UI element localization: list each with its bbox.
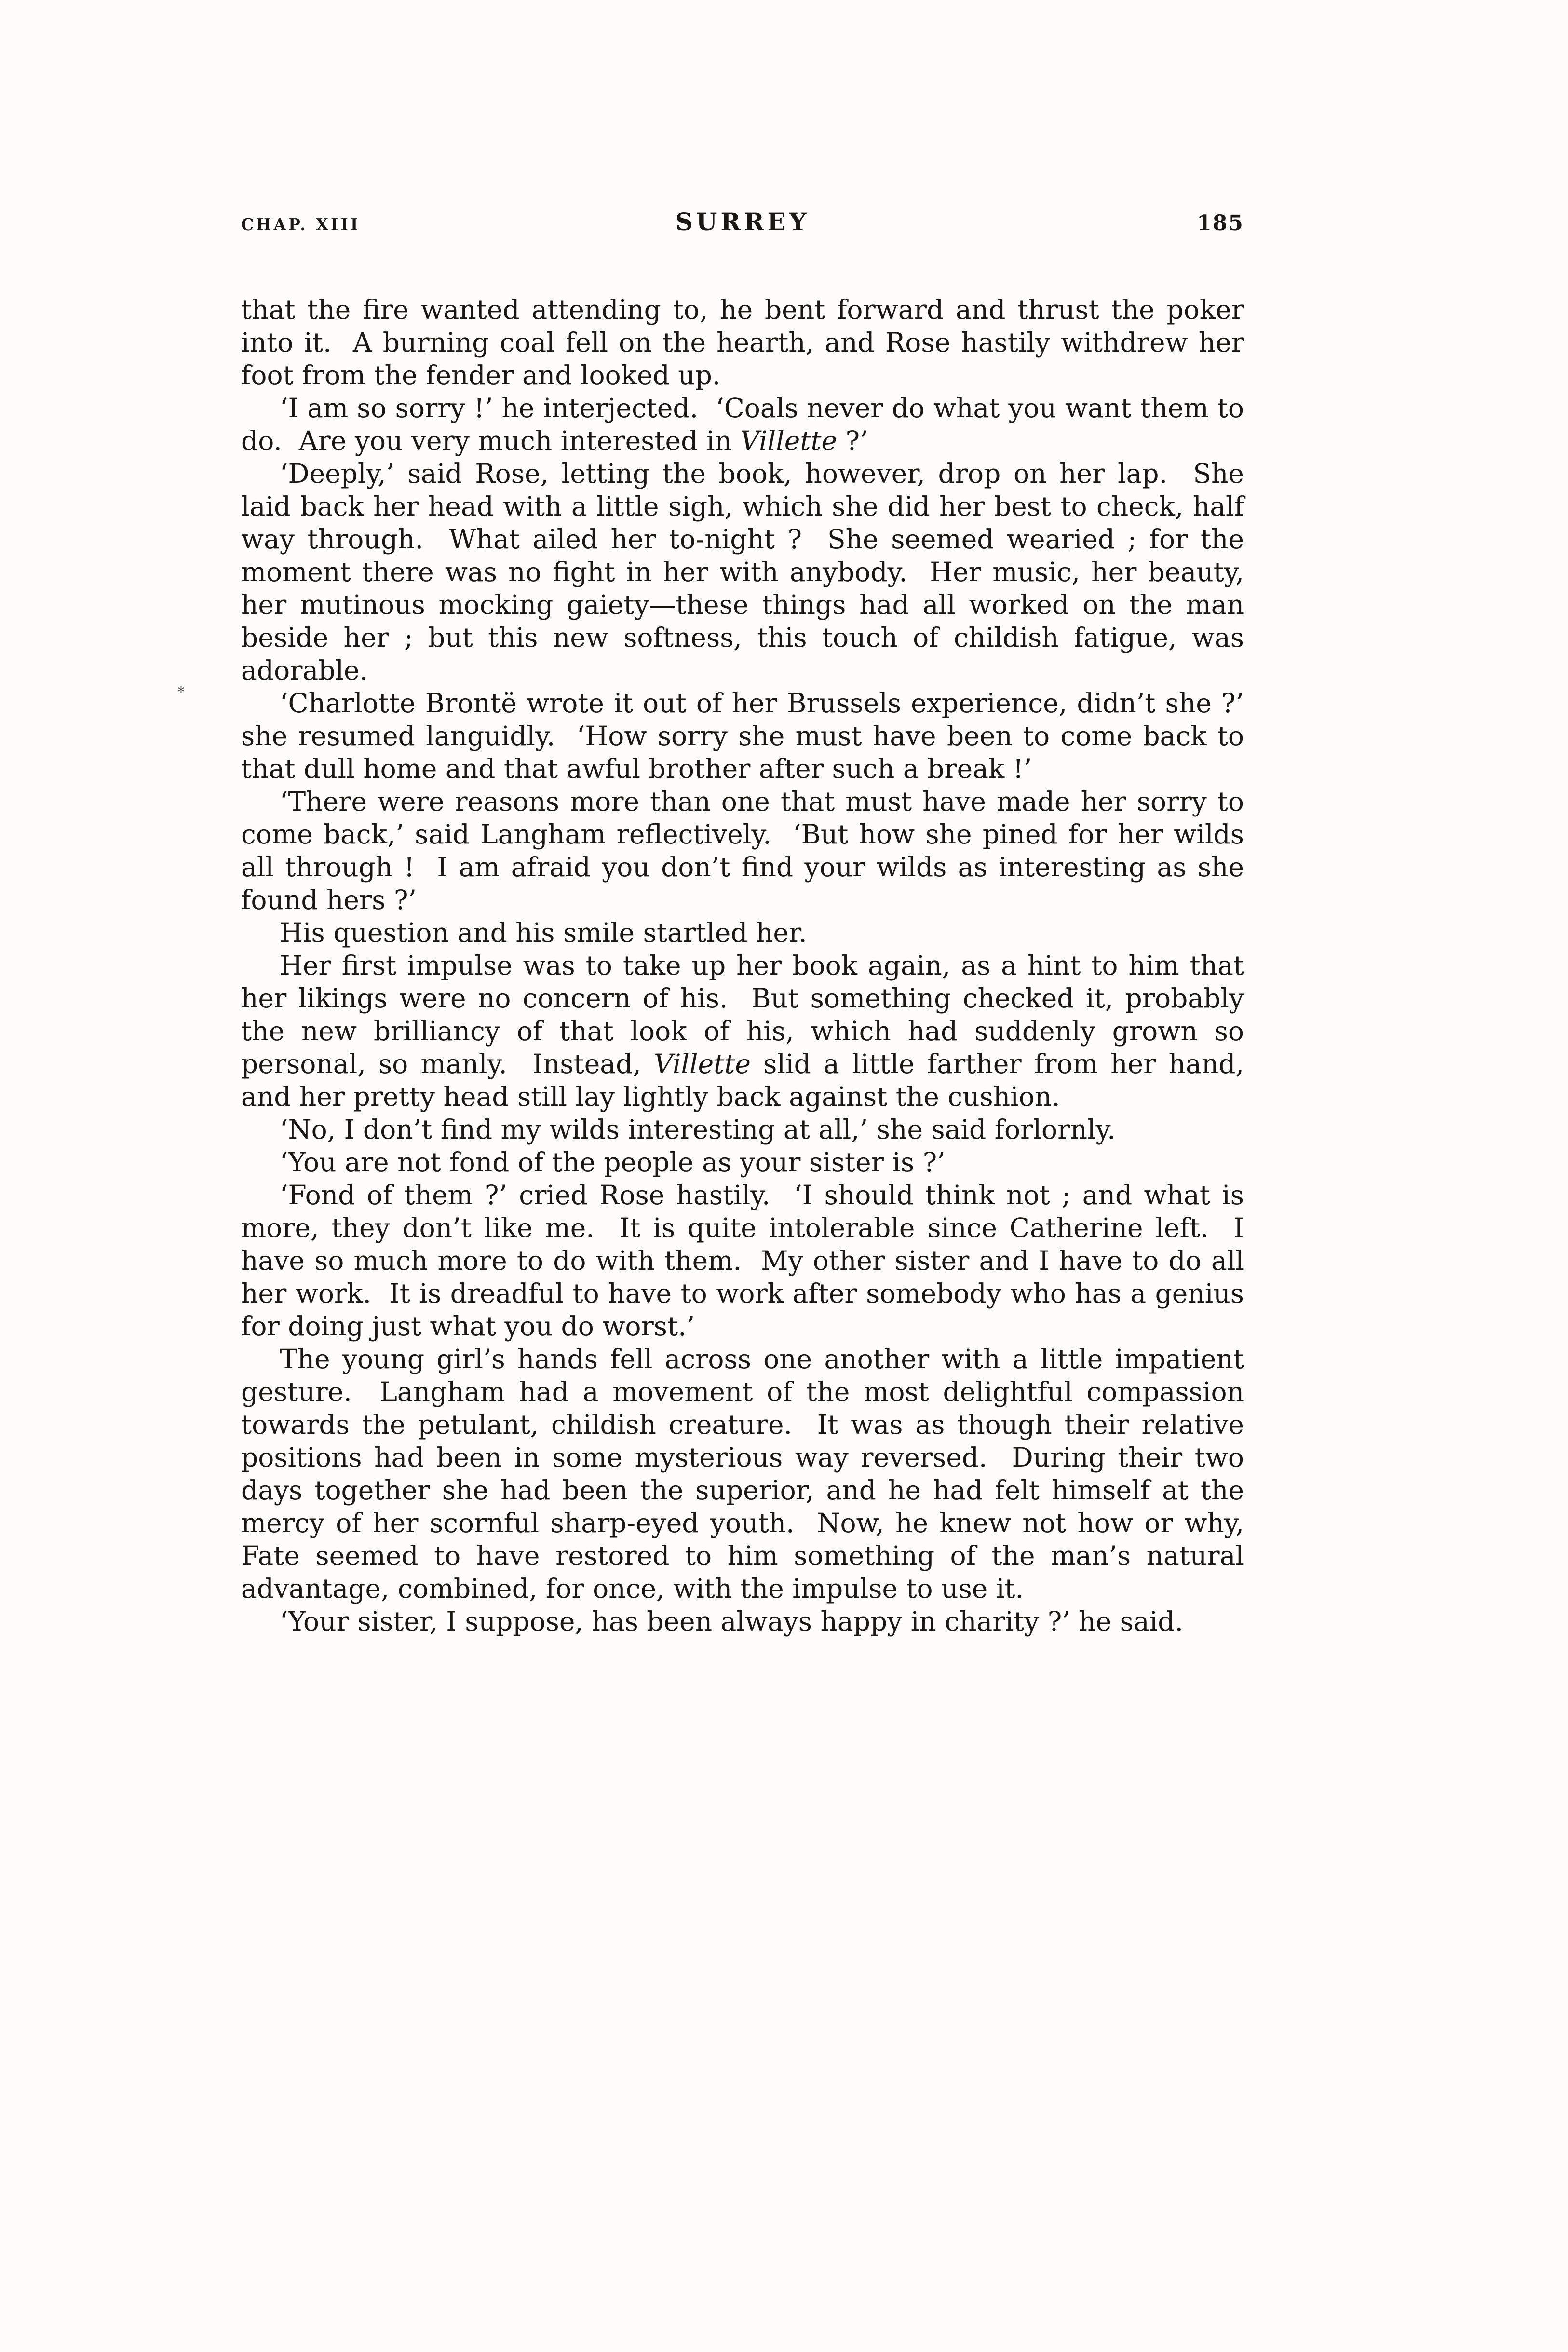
paragraph — [241, 1605, 1244, 1638]
text-run: His question and his smile startled her. — [280, 917, 807, 948]
paragraph — [241, 392, 1244, 457]
text-run: ‘I am so sorry !’ he interjected. ‘Coals never do what you want them to do. Are you very much interested in — [241, 393, 1244, 456]
text-run: ?’ — [837, 425, 868, 456]
text-run: that the fire wanted attending to, he bent forward and thrust the poker into it. A burning coal fell on the hearth, and Rose hastily withdrew her foot from the fender and looked up. — [241, 294, 1244, 391]
page-number: 185 — [1197, 211, 1244, 235]
paragraph — [241, 457, 1244, 687]
text-run: ‘There were reasons more than one that must have made her sorry to come back,’ said Langham reflectively. ‘But how she pined for her wilds all through ! I am afraid you don’t find your wilds as interesting as she found hers ?’ — [241, 786, 1244, 915]
chapter-label: CHAP. XIII — [241, 215, 361, 234]
paragraph — [241, 1113, 1244, 1146]
running-title: SURREY — [675, 207, 810, 236]
paragraph — [241, 916, 1244, 949]
page-body — [241, 293, 1244, 1638]
paragraph — [241, 1146, 1244, 1179]
text-run: ‘Fond of them ?’ cried Rose hastily. ‘I should think not ; and what is more, they don’t like me. It is quite intolerable since Catherine left. I have so much more to do with them. My other sister and I have to do all her work. It is dreadful to have to work after somebody who has a genius for doing just what you do worst.’ — [241, 1180, 1244, 1342]
text-run: Her first impulse was to take up her book again, as a hint to him that her likings were no concern of his. But something checked it, probably the new brilliancy of that look of his, which had suddenly grown so personal, so manly. Instead, — [241, 950, 1244, 1079]
paragraph — [241, 949, 1244, 1113]
margin-mark: * — [177, 684, 185, 701]
italic-text: Villette — [654, 1048, 751, 1079]
text-run: ‘Deeply,’ said Rose, letting the book, however, drop on her lap. She laid back her head with a little sigh, which she did her best to check, half way through. What ailed her to-night ? She seemed wearied ; for the moment there was no fight in her with anybody. Her music, her beauty, her mutinous mocking gaiety—these things had all worked on the man beside her ; but this new softness, this touch of childish fatigue, was adorable. — [241, 458, 1244, 686]
text-run: slid a little farther from her hand, and her pretty head still lay lightly back against the cushion. — [241, 1048, 1244, 1112]
text-run: ‘Charlotte Brontë wrote it out of her Brussels experience, didn’t she ?’ she resumed languidly. ‘How sorry she must have been to come back to that dull home and that awful brother after such a break !’ — [241, 688, 1244, 784]
paragraph — [241, 687, 1244, 785]
paragraph — [241, 1179, 1244, 1343]
paragraph — [241, 293, 1244, 392]
paragraph — [241, 1343, 1244, 1605]
text-run: The young girl’s hands fell across one another with a little impatient gesture. Langham had a movement of the most delightful compassion towards the petulant, childish creature. It was as though their relative positions had been in some mysterious way reversed. During their two days together she had been the superior, and he had felt himself at the mercy of her scornful sharp-eyed youth. Now, he knew not how or why, Fate seemed to have restored to him something of the man’s natural advantage, combined, for once, with the impulse to use it. — [241, 1344, 1244, 1604]
italic-text: Villette — [740, 425, 838, 456]
paragraph — [241, 785, 1244, 916]
text-run: ‘You are not fond of the people as your sister is ?’ — [280, 1147, 946, 1178]
text-run: ‘Your sister, I suppose, has been always happy in charity ?’ he said. — [280, 1606, 1183, 1637]
text-run: ‘No, I don’t find my wilds interesting at all,’ she said forlornly. — [280, 1114, 1116, 1145]
running-head — [241, 207, 1244, 236]
